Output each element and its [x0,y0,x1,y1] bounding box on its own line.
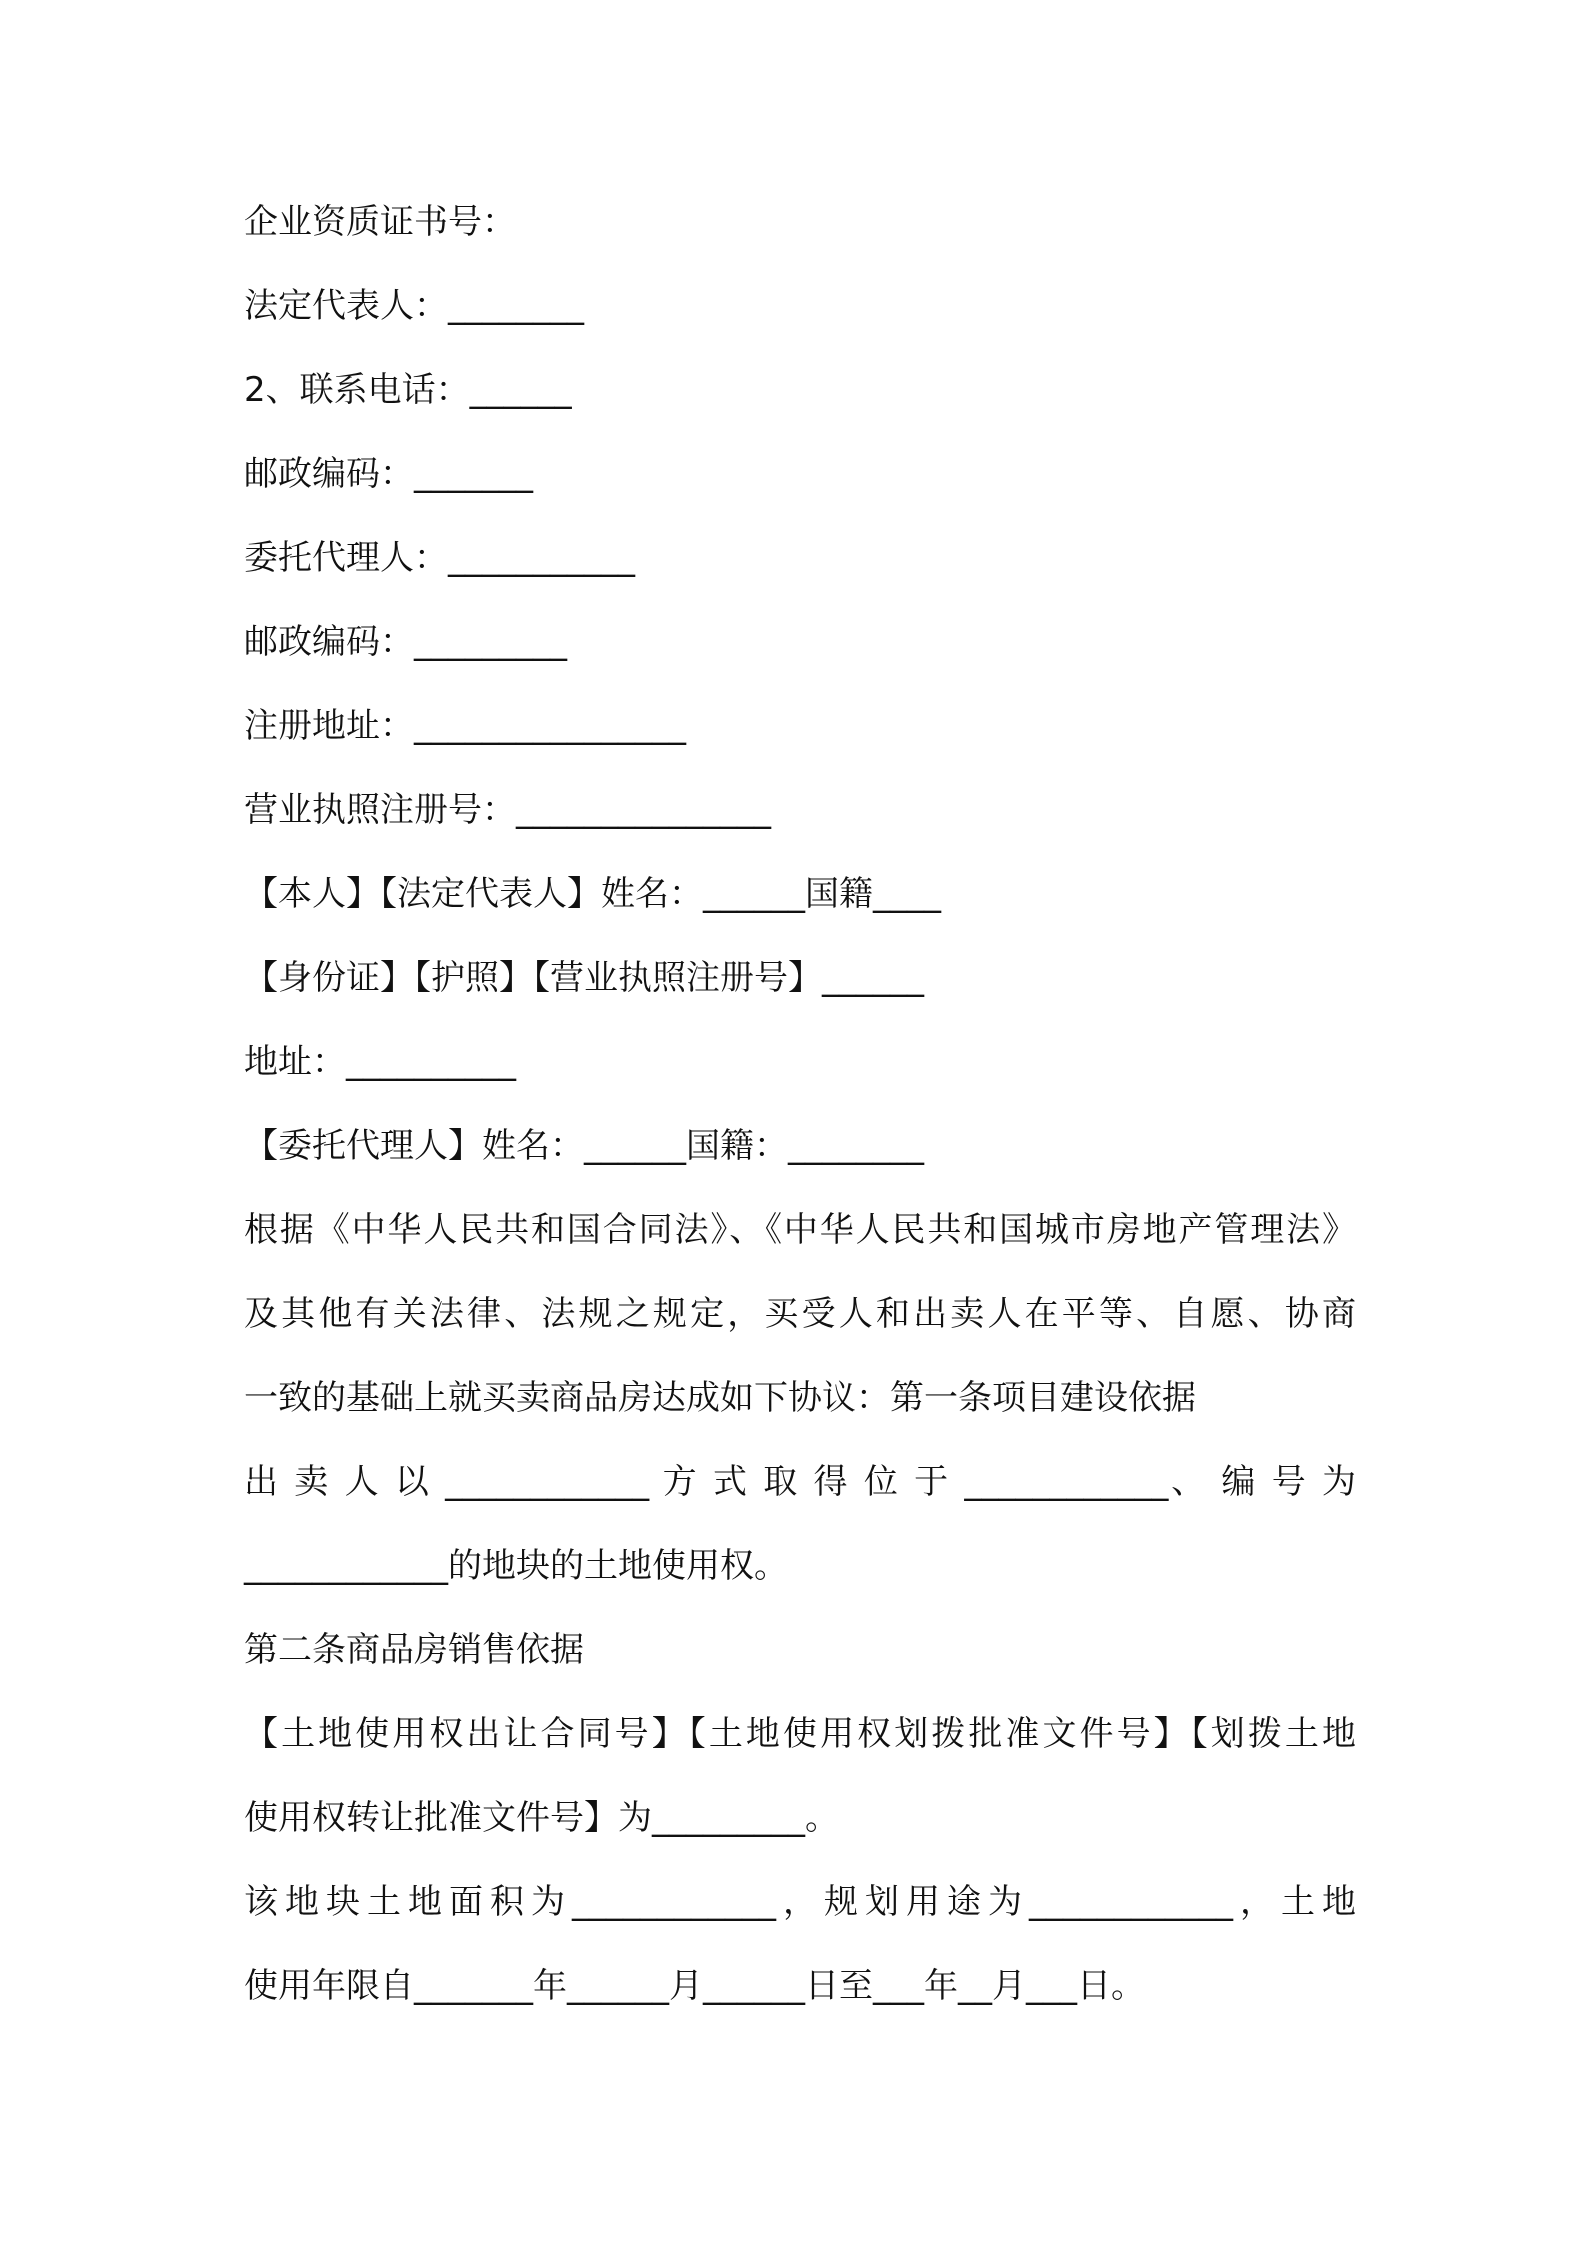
contact-phone: 2、联系电话：______ [244,370,572,410]
authorized-agent: 委托代理人：___________ [244,538,635,578]
business-license-no: 营业执照注册号：_______________ [244,790,771,830]
land-area-line-1: 该地块土地面积为____________，规划用途为____________，土地 [244,1882,1356,1922]
clause-2-line-1: 【土地使用权出让合同号】【土地使用权划拨批准文件号】【划拨土地 [244,1714,1356,1754]
paragraph-basis-line-2: 及其他有关法律、法规之规定，买受人和出卖人在平等、自愿、协商 [244,1294,1356,1334]
registered-address: 注册地址：________________ [244,706,686,746]
land-area-line-2: 使用年限自_______年______月______日至___年__月___日。 [244,1966,1145,2006]
clause-2-heading: 第二条商品房销售依据 [244,1630,584,1670]
postal-code: 邮政编码：_______ [244,454,533,494]
paragraph-basis-line-1: 根据《中华人民共和国合同法》、《中华人民共和国城市房地产管理法》 [244,1210,1356,1250]
address: 地址：__________ [244,1042,516,1082]
id-passport-license: 【身份证】【护照】【营业执照注册号】______ [244,958,924,998]
person-name-nationality: 【本人】【法定代表人】姓名：______国籍____ [244,874,941,914]
clause-1-line-2: ____________的地块的土地使用权。 [244,1546,788,1586]
clause-1-line-1: 出 卖 人 以 ____________ 方 式 取 得 位 于 ____________、 编 号 为 [244,1462,1356,1502]
paragraph-basis-line-3: 一致的基础上就买卖商品房达成如下协议：第一条项目建设依据 [244,1378,1196,1418]
enterprise-qualification-cert-no: 企业资质证书号： [244,202,516,242]
clause-2-line-2: 使用权转让批准文件号】为_________。 [244,1798,839,1838]
postal-code-2: 邮政编码：_________ [244,622,567,662]
legal-representative: 法定代表人：________ [244,286,584,326]
agent-name-nationality: 【委托代理人】姓名：______国籍：________ [244,1126,924,1166]
